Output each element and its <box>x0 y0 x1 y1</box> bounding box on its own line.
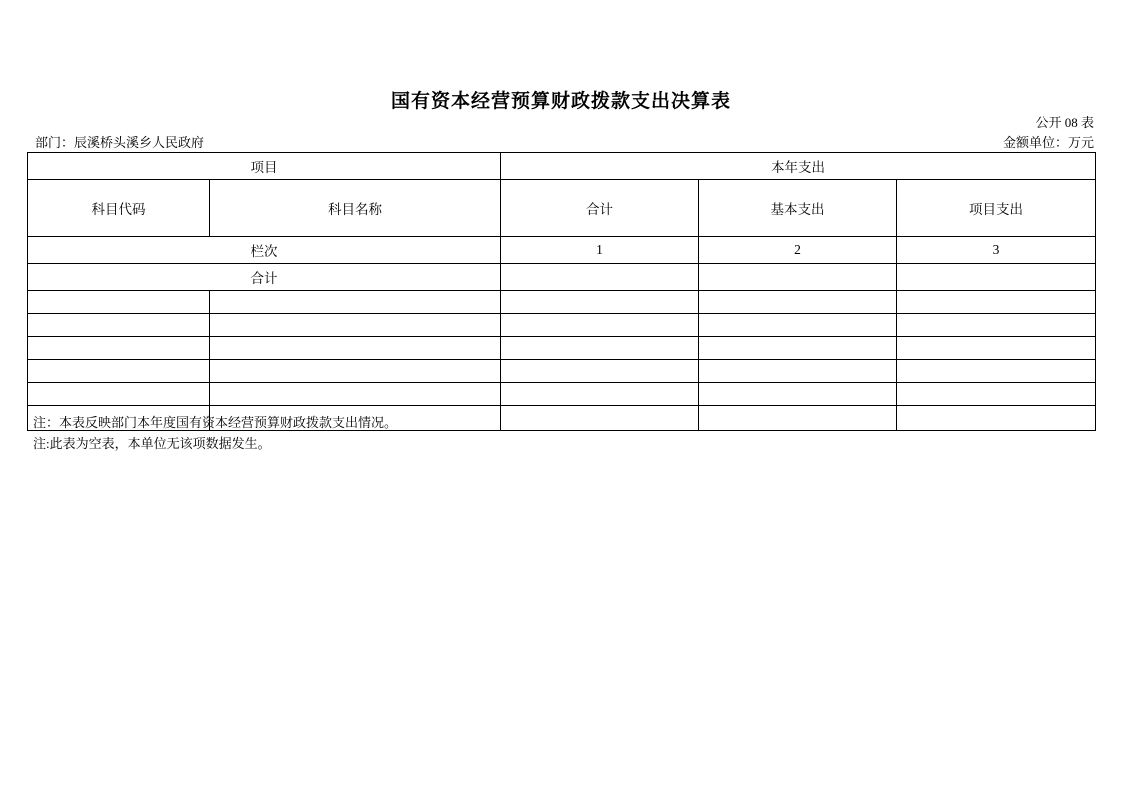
cell-project <box>897 360 1096 383</box>
total-row-basic-value <box>699 264 897 291</box>
cell-project <box>897 337 1096 360</box>
total-row-label: 合计 <box>28 264 501 291</box>
cell-subject-code <box>28 383 210 406</box>
cell-basic <box>699 337 897 360</box>
cell-basic <box>699 291 897 314</box>
column-index-3: 3 <box>897 237 1096 264</box>
budget-expenditure-table <box>27 152 1096 431</box>
cell-subject-code <box>28 291 210 314</box>
cell-subject-name <box>210 383 501 406</box>
cell-subject-name <box>210 360 501 383</box>
cell-total <box>501 406 699 431</box>
table-notes <box>33 412 397 454</box>
total-row-project-value <box>897 264 1096 291</box>
cell-project <box>897 383 1096 406</box>
amount-unit-label: 金额单位：万元 <box>1002 135 1094 150</box>
cell-total <box>501 383 699 406</box>
group-header-item: 项目 <box>28 153 501 180</box>
column-header-subject-name: 科目名称 <box>210 180 501 237</box>
table-row <box>28 314 1096 337</box>
cell-subject-code <box>28 337 210 360</box>
table-group-header-row <box>28 153 1096 180</box>
column-index-label: 栏次 <box>28 237 501 264</box>
department-label: 部门：辰溪桥头溪乡人民政府 <box>35 135 205 150</box>
cell-project <box>897 314 1096 337</box>
group-header-year-expenditure: 本年支出 <box>501 153 1096 180</box>
table-row <box>28 383 1096 406</box>
column-header-subject-code: 科目代码 <box>28 180 210 237</box>
cell-subject-name <box>210 314 501 337</box>
form-code-label: 公开 08 表 <box>1035 115 1094 130</box>
column-index-2: 2 <box>699 237 897 264</box>
cell-subject-name <box>210 337 501 360</box>
column-header-project-expenditure: 项目支出 <box>897 180 1096 237</box>
note-line-1: 注：本表反映部门本年度国有资本经营预算财政拨款支出情况。 <box>33 415 398 430</box>
cell-total <box>501 337 699 360</box>
column-header-total: 合计 <box>501 180 699 237</box>
page-title: 国有资本经营预算财政拨款支出决算表 <box>390 91 731 112</box>
cell-basic <box>699 360 897 383</box>
total-row-total-value <box>501 264 699 291</box>
cell-basic <box>699 383 897 406</box>
cell-total <box>501 291 699 314</box>
cell-total <box>501 314 699 337</box>
table-column-index-row <box>28 237 1096 264</box>
cell-subject-code <box>28 360 210 383</box>
table-row <box>28 337 1096 360</box>
column-index-1: 1 <box>501 237 699 264</box>
cell-basic <box>699 406 897 431</box>
note-line-2: 注:此表为空表，本单位无该项数据发生。 <box>33 436 271 451</box>
cell-project <box>897 406 1096 431</box>
cell-project <box>897 291 1096 314</box>
table-column-header-row <box>28 180 1096 237</box>
cell-total <box>501 360 699 383</box>
table-total-row <box>28 264 1096 291</box>
table-row <box>28 291 1096 314</box>
column-header-basic-expenditure: 基本支出 <box>699 180 897 237</box>
cell-subject-code <box>28 314 210 337</box>
cell-subject-name <box>210 291 501 314</box>
table-row <box>28 360 1096 383</box>
cell-basic <box>699 314 897 337</box>
